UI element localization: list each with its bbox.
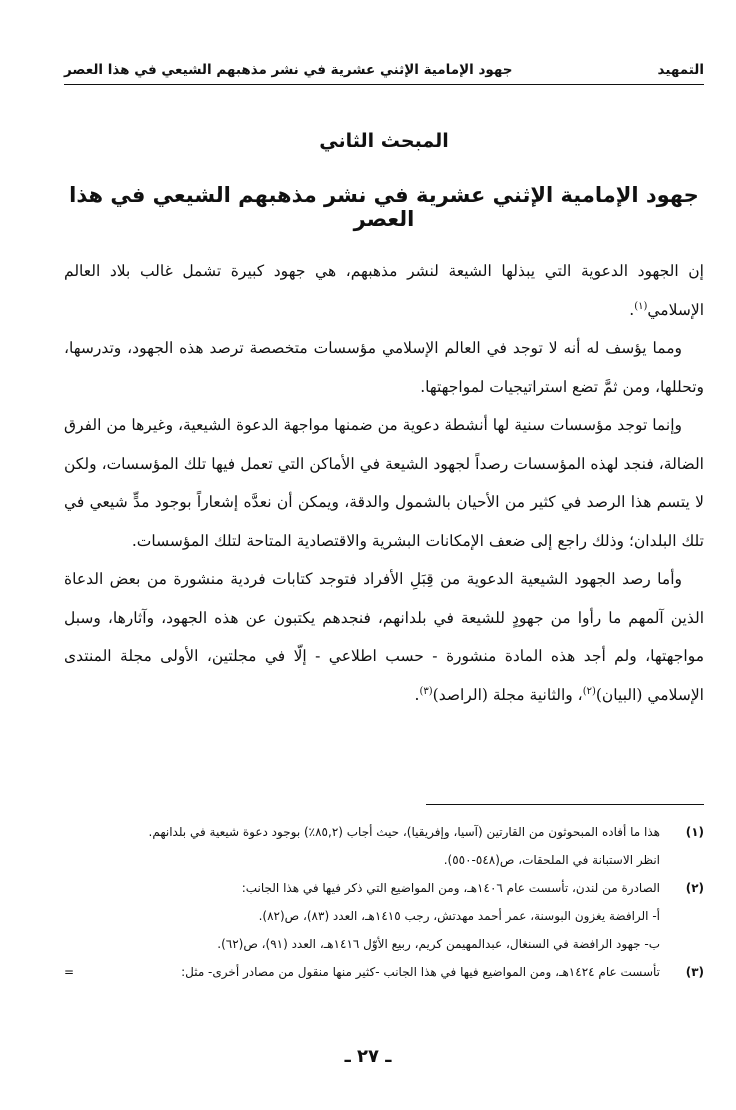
running-header <box>64 58 704 85</box>
footnote-1 <box>64 818 704 874</box>
body-text <box>64 252 704 714</box>
chapter-title: جهود الإمامية الإثني عشرية في نشر مذهبهم الشيعي في هذا العصر <box>69 183 699 231</box>
footnote-ref-1[interactable]: (١) <box>634 300 648 312</box>
header-running-title: جهود الإمامية الإثني عشرية في نشر مذهبهم الشيعي في هذا العصر <box>64 62 513 78</box>
footnote-ref-3[interactable]: (٣) <box>419 685 433 697</box>
footnote-line: تأسست عام ١٤٢٤هـ، ومن المواضيع فيها في هذا الجانب -كثير منها منقول من مصادر أخرى- مثل: <box>181 965 660 979</box>
paragraph-1: إن الجهود الدعوية التي يبذلها الشيعة لنشر مذهبهم، هي جهود كبيرة تشمل غالب بلاد العالم الإسلامي$^{(١)}$. <box>64 262 704 319</box>
footnote-line: ب- جهود الرافضة في السنغال، عبدالمهيمن كريم، ربيع الأوّل ١٤١٦هـ، العدد (٩١)، ص(٦٢). <box>217 937 660 951</box>
paragraph-text: إن الجهود الدعوية التي يبذلها الشيعة لنشر مذهبهم، هي جهود كبيرة تشمل غالب بلاد العالم الإسلامي <box>64 262 704 319</box>
footnote-number: (١) <box>685 825 704 839</box>
footnote-divider <box>426 804 704 805</box>
footnote-number: (٢) <box>685 881 704 895</box>
footnote-number: (٣) <box>685 965 704 979</box>
footnote-line: انظر الاستبانة في الملحقات، ص(٥٤٨-٥٥٠). <box>443 853 660 867</box>
paragraph-3 <box>64 406 704 560</box>
footnote-3 <box>64 958 704 986</box>
paragraph-2 <box>64 329 704 406</box>
header-chapter-label: التمهيد <box>657 62 704 78</box>
footnote-line: أ- الرافضة يغزون البوسنة، عمر أحمد مهدتش، رجب ١٤١٥هـ، العدد (٨٣)، ص(٨٢). <box>258 909 660 923</box>
paragraph-text: ومما يؤسف له أنه لا توجد في العالم الإسلامي مؤسسات متخصصة ترصد هذه الجهود، وتدرسها، وتحللها، ومن ثمَّ تضع استراتيجيات لمواجهتها. <box>64 339 704 396</box>
section-title: المبحث الثاني <box>319 130 449 152</box>
page-number: ـ ٢٧ ـ <box>344 1046 392 1067</box>
footnote-ref-2[interactable]: (٢) <box>582 685 596 697</box>
continuation-mark: = <box>64 965 75 979</box>
paragraph-4: وأما رصد الجهود الشيعية الدعوية من قِبَلِ الأفراد فتوجد كتابات فردية منشورة من بعض الدعاة الذين آلمهم ما رأوا من جهودٍ للشيعة في بلدانهم، فنجدهم يكتبون عن هذه الجهود، وآثارها، وسبل مواجهتها، ولم أجد هذه المادة منشورة - حسب اطلاعي - إلّا في مجلتين، الأولى مجلة المنتدى الإسلامي (البيان)$^{(٢)}$، والثانية مجلة (الراصد)$^{(٣)}$. <box>64 570 704 704</box>
paragraph-text: وأما رصد الجهود الشيعية الدعوية من قِبَلِ الأفراد فتوجد كتابات فردية منشورة من بعض الدعاة الذين آلمهم ما رأوا من جهودٍ للشيعة في بلدانهم، فنجدهم يكتبون عن هذه الجهود، وآثارها، وسبل مواجهتها، ولم أجد هذه المادة منشورة - حسب اطلاعي - إلّا في مجلتين، الأولى مجلة المنتدى الإسلامي (البيان) <box>64 570 704 704</box>
footnotes <box>64 818 704 986</box>
footnote-line: هذا ما أفاده المبحوثون من القارتين (آسيا، وإفريقيا)، حيث أجاب (٨٥,٢٪) بوجود دعوة شيعية في بلدانهم. <box>148 825 660 839</box>
footnote-2 <box>64 874 704 958</box>
paragraph-text: وإنما توجد مؤسسات سنية لها أنشطة دعوية من ضمنها مواجهة الدعوة الشيعية، وغيرها من الفرق الضالة، فنجد لهذه المؤسسات رصداً لجهود الشيعة في الأماكن التي تعمل فيها تلك المؤسسات، ولكن لا يتسم هذا الرصد في كثير من الأحيان بالشمول والدقة، ويمكن أن نعدَّه إشعاراً بوجود مدٍّ شيعي في تلك البلدان؛ وذلك راجع إلى ضعف الإمكانات البشرية والاقتصادية المتاحة لتلك المؤسسات. <box>64 416 704 550</box>
footnote-line: الصادرة من لندن، تأسست عام ١٤٠٦هـ، ومن المواضيع التي ذكر فيها في هذا الجانب: <box>241 881 660 895</box>
